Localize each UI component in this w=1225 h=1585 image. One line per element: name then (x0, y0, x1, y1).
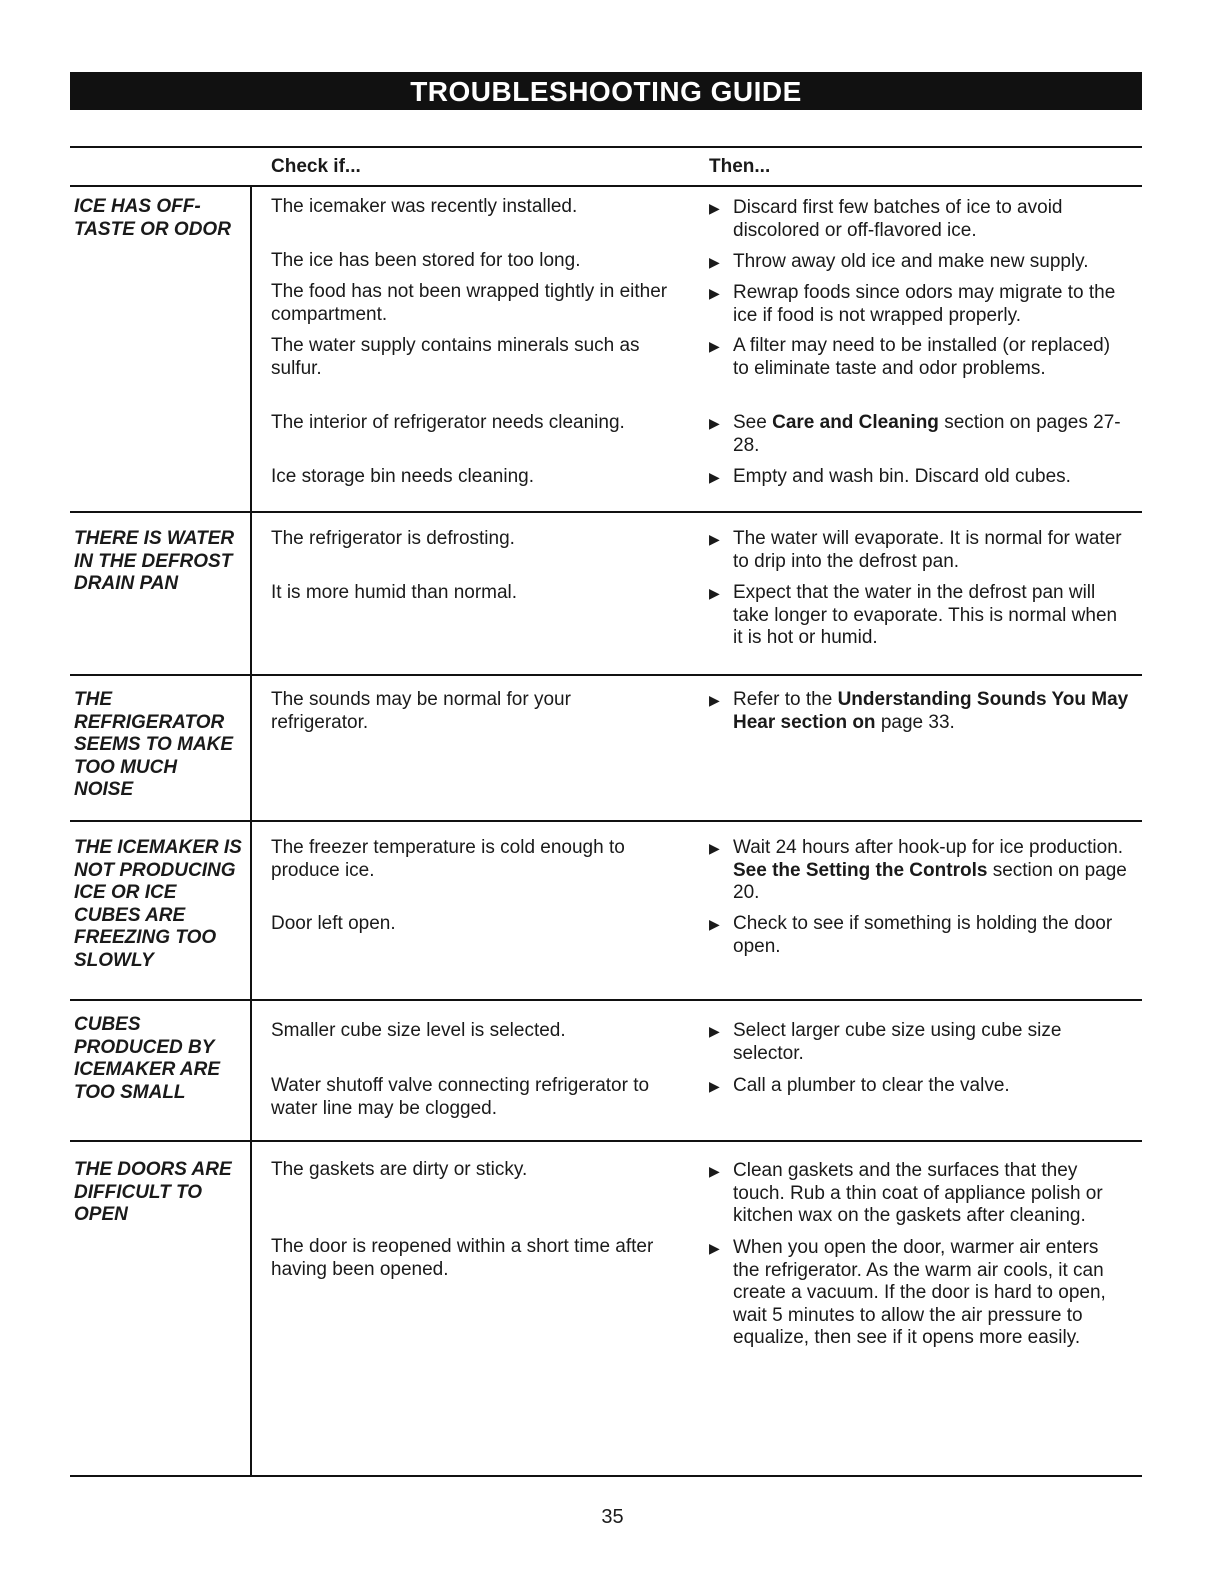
bullet-arrow-icon: ▶ (709, 338, 720, 354)
then-text: Check to see if something is holding the door open. (733, 913, 1113, 957)
bullet-arrow-icon: ▶ (709, 285, 720, 301)
page-number: 35 (601, 1506, 624, 1528)
column-header-then: Then... (709, 156, 771, 177)
emphasis-text: Care and Cleaning (772, 412, 939, 433)
then-item (709, 1160, 1129, 1228)
emphasis-text: Understanding Sounds You May Hear section on (733, 689, 1129, 733)
table-bottom-rule (70, 1475, 1142, 1477)
then-text: When you open the door, warmer air enters the refrigerator. As the warm air cools, it can create a vacuum. If the door is hard to open, wait 5 minutes to allow the air pressure to equalize, then see if it opens more easily. (733, 1237, 1106, 1348)
then-item (709, 1020, 1129, 1065)
bullet-arrow-icon: ▶ (709, 840, 720, 856)
then-item (709, 197, 1129, 242)
section-divider (70, 1140, 1142, 1142)
then-item (709, 466, 1129, 489)
check-item: Door left open. (271, 913, 396, 934)
then-text: Select larger cube size using cube size selector. (733, 1020, 1062, 1064)
check-item: The gaskets are dirty or sticky. (271, 1159, 528, 1180)
check-item: The ice has been stored for too long. (271, 250, 581, 271)
bullet-arrow-icon: ▶ (709, 1163, 720, 1179)
then-text: See (733, 412, 773, 433)
then-text: Clean gaskets and the surfaces that they touch. Rub a thin coat of appliance polish or kitchen wax on the gaskets after cleaning. (733, 1160, 1103, 1226)
then-item (709, 528, 1129, 573)
then-text: Discard first few batches of ice to avoid discolored or off-flavored ice. (733, 197, 1063, 241)
then-text: A filter may need to be installed (or replaced) to eliminate taste and odor problems. (733, 335, 1111, 379)
bullet-arrow-icon: ▶ (709, 692, 720, 708)
problem-ice-taste: ICE HAS OFF-TASTE OR ODOR (74, 196, 231, 240)
bullet-arrow-icon: ▶ (709, 585, 720, 601)
check-item: The food has not been wrapped tightly in either compartment. (271, 281, 668, 325)
then-text: section on pages 27-28. (733, 412, 1121, 456)
problem-icemaker: THE ICEMAKER IS NOT PRODUCING ICE OR ICE CUBES ARE FREEZING TOO SLOWLY (74, 837, 242, 971)
then-item (709, 913, 1129, 958)
then-text: Rewrap foods since odors may migrate to the ice if food is not wrapped properly. (733, 282, 1116, 326)
bullet-arrow-icon: ▶ (709, 200, 720, 216)
bullet-arrow-icon: ▶ (709, 415, 720, 431)
check-item: The icemaker was recently installed. (271, 196, 578, 217)
then-text: Empty and wash bin. Discard old cubes. (733, 466, 1071, 487)
then-item (709, 1075, 1129, 1098)
bullet-arrow-icon: ▶ (709, 1023, 720, 1039)
then-item (709, 837, 1129, 905)
then-item (709, 335, 1129, 380)
then-text: page 33. (875, 711, 955, 733)
check-item: Water shutoff valve connecting refrigerator to water line may be clogged. (271, 1075, 650, 1119)
bullet-arrow-icon: ▶ (709, 254, 720, 270)
check-item: Smaller cube size level is selected. (271, 1020, 566, 1041)
bullet-arrow-icon: ▶ (709, 531, 720, 547)
bullet-arrow-icon: ▶ (709, 1240, 720, 1256)
page-title: TROUBLESHOOTING GUIDE (70, 72, 1142, 110)
then-item (709, 582, 1129, 650)
problem-small-cubes: CUBES PRODUCED BY ICEMAKER ARE TOO SMALL (74, 1014, 221, 1103)
then-text: Wait 24 hours after hook-up for ice production. (733, 837, 1124, 858)
then-item (709, 412, 1129, 457)
then-text: Expect that the water in the defrost pan will take longer to evaporate. This is normal when it is hot or humid. (733, 582, 1118, 648)
table-top-rule (70, 146, 1142, 148)
emphasis-text: See the Setting the Controls (733, 859, 988, 881)
section-divider (70, 999, 1142, 1001)
bullet-arrow-icon: ▶ (709, 469, 720, 485)
section-divider (70, 511, 1142, 513)
then-text: section on page 20. (733, 859, 1127, 903)
then-text: Call a plumber to clear the valve. (733, 1075, 1010, 1096)
check-item: The freezer temperature is cold enough to produce ice. (271, 837, 625, 881)
then-item (709, 282, 1129, 327)
problem-defrost-water: THERE IS WATER IN THE DEFROST DRAIN PAN (74, 528, 235, 594)
check-item: The sounds may be normal for your refrigerator. (271, 689, 571, 733)
check-item: The water supply contains minerals such as sulfur. (271, 335, 640, 379)
section-divider (70, 674, 1142, 676)
column-header-check: Check if... (271, 156, 361, 177)
then-text: Refer to the (733, 689, 838, 710)
then-text: Throw away old ice and make new supply. (733, 251, 1089, 272)
check-item: It is more humid than normal. (271, 582, 518, 603)
then-text: The water will evaporate. It is normal for water to drip into the defrost pan. (733, 528, 1122, 572)
then-item (709, 1237, 1129, 1350)
check-item: Ice storage bin needs cleaning. (271, 466, 535, 487)
bullet-arrow-icon: ▶ (709, 916, 720, 932)
bullet-arrow-icon: ▶ (709, 1078, 720, 1094)
header-rule (70, 185, 1142, 187)
column-divider (250, 186, 252, 1477)
check-item: The door is reopened within a short time after having been opened. (271, 1236, 654, 1280)
check-item: The refrigerator is defrosting. (271, 528, 515, 549)
then-item (709, 251, 1129, 274)
problem-doors: THE DOORS ARE DIFFICULT TO OPEN (74, 1159, 232, 1225)
check-item: The interior of refrigerator needs cleaning. (271, 412, 625, 433)
problem-noise: THE REFRIGERATOR SEEMS TO MAKE TOO MUCH NOISE (74, 689, 234, 800)
section-divider (70, 820, 1142, 822)
then-item (709, 689, 1129, 734)
